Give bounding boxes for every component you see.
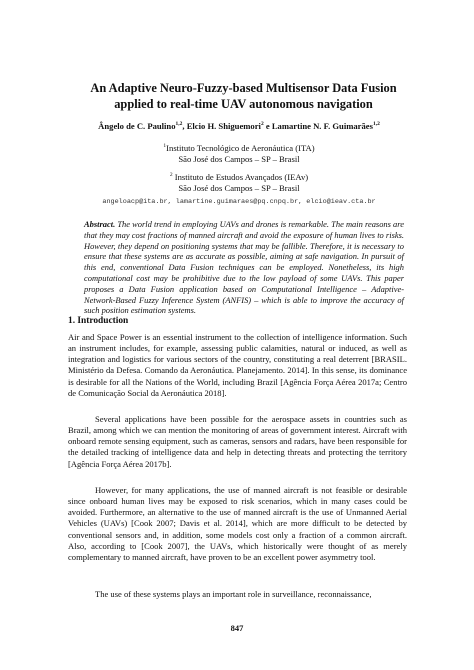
title-line-1: An Adaptive Neuro-Fuzzy-based Multisensor Data Fusion <box>90 81 397 95</box>
body-paragraph: Air and Space Power is an essential instrument to the collection of intelligence information. Such an instrument includes, for example, assessing public calamities, natural or induced, as well as integration and logistics for various sectors of the country, constituting a real deterrent [BRASIL. Ministério da Defesa. Comando da Aeronáutica. Planejamento. 2014]. In this sense, its dominance is desirable for all the Nations of the World, including Brazil [Agência Força Aérea 2017a; Centro de Comunicação Social da Aeronáutica 2018]. <box>68 332 407 398</box>
author-list <box>40 121 438 132</box>
author-affiliation-mark: 1,2 <box>175 121 183 128</box>
author-separator: , <box>182 121 187 131</box>
body-paragraph: However, for many applications, the use of manned aircraft is not feasible or desirable since onboard human lives may be exposed to risk scenarios, which in many cases could be avoided. Furthermore, an alternative to the use of manned aircraft is the use of Unmanned Aerial Vehicles (UAVs) [Cook 2007; Davis et al. 2014], which are more difficult to be detected by conventional sensors and, in addition, some models cost only a fraction of a common aircraft. Also, according to [Cook 2007], the UAVs, which historically were thought of as merely complementary to manned aircraft, have proven to be an excellent power asymmetry tool. <box>68 485 407 562</box>
author-name: Lamartine N. F. Guimarães <box>271 121 373 131</box>
page-number: 847 <box>230 623 244 633</box>
affiliation-institute: Instituto Tecnológico de Aeronáutica (ITA) <box>166 143 315 153</box>
affiliation-1 <box>40 143 438 165</box>
affiliation-location: São José dos Campos – SP – Brasil <box>178 183 300 193</box>
abstract-label: Abstract. <box>84 219 116 229</box>
affiliation-mark: 2 <box>169 172 173 179</box>
affiliation-2 <box>40 172 438 194</box>
author-emails: angeloacp@ita.br, lamartine.guimaraes@pq.cnpq.br, elcio@ieav.cta.br <box>102 198 376 206</box>
paper-title <box>66 80 421 112</box>
affiliation-mark: 1 <box>163 143 167 150</box>
affiliation-institute: Instituto de Estudos Avançados (IEAv) <box>172 172 309 182</box>
author-affiliation-mark: 2 <box>260 121 264 128</box>
author-separator: e <box>263 121 272 131</box>
body-paragraph: The use of these systems plays an important role in surveillance, reconnaissance, <box>95 589 372 599</box>
abstract <box>84 219 404 316</box>
title-line-2: applied to real-time UAV autonomous navigation <box>114 97 373 111</box>
author-name: Ângelo de C. Paulino <box>98 121 176 131</box>
author-name: Elcio H. Shiguemori <box>186 121 261 131</box>
body-paragraph: Several applications have been possible for the aerospace assets in countries such as Brazil, among which we can mention the monitoring of areas of government interest. Aircraft with onboard remote sensing equipment, such as cameras, sensors and radars, have been responsible for the detailed tracking of intelligence data and help in detecting threats and protecting the territory [Agência Força Aérea 2017b]. <box>68 414 407 469</box>
abstract-text: The world trend in employing UAVs and drones is remarkable. The main reasons are that they may cost fractions of manned aircraft and avoid the exposure of human lives to risks. However, they depend on positioning systems that may be fallible. Therefore, it is necessary to ensure that these systems are as accurate as possible, aiming at safe navigation. In pursuit of this end, conventional Data Fusion techniques can be employed. Nonetheless, its high computational cost may be prohibitive due to the low payload of some UAVs. This paper proposes a Data Fusion application based on Computational Intelligence – Adaptive-Network-Based Fuzzy Inference System (ANFIS) – which is able to improve the accuracy of such position estimation systems. <box>84 219 404 316</box>
section-heading: 1. Introduction <box>68 316 129 326</box>
affiliation-location: São José dos Campos – SP – Brasil <box>178 154 300 164</box>
author-affiliation-mark: 1,2 <box>372 121 380 128</box>
